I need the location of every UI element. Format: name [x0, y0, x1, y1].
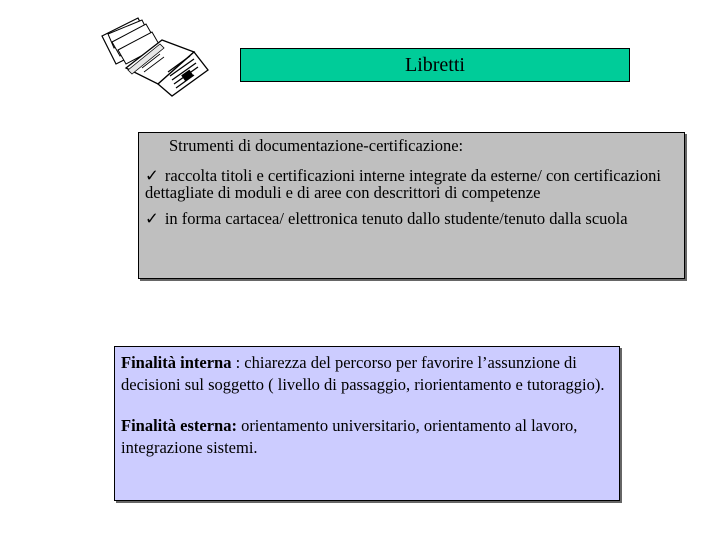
folder-document-icon — [98, 12, 214, 102]
finalita-interna-text: : chiarezza del percorso per favorire l’assunzione di decisioni sul soggetto ( livello di passaggio, riorientamento e tutoraggio). — [121, 353, 605, 394]
finalita-esterna-text: orientamento universitario, orientamento al lavoro, integrazione sistemi. — [121, 416, 578, 457]
checkmark-icon: ✓ — [145, 208, 159, 228]
checkmark-icon: ✓ — [145, 165, 159, 185]
strumenti-item — [145, 210, 676, 228]
finalita-esterna-label: Finalità esterna: — [121, 416, 237, 435]
strumenti-item-text: raccolta titoli e certificazioni interne integrate da esterne/ con certificazioni dettagliate di moduli e di aree con descrittori di competenze — [145, 165, 661, 202]
finalita-interna-label: Finalità interna — [121, 353, 232, 372]
strumenti-item-text: in forma cartacea/ elettronica tenuto dallo studente/tenuto dalla scuola — [164, 208, 628, 228]
strumenti-item — [145, 167, 676, 202]
finalita-esterna — [121, 415, 613, 458]
page-title: Libretti — [240, 48, 630, 82]
strumenti-panel — [138, 132, 685, 279]
finalita-interna — [121, 352, 613, 395]
finalita-panel — [114, 346, 620, 501]
strumenti-intro: Strumenti di documentazione-certificazione: — [169, 136, 464, 155]
